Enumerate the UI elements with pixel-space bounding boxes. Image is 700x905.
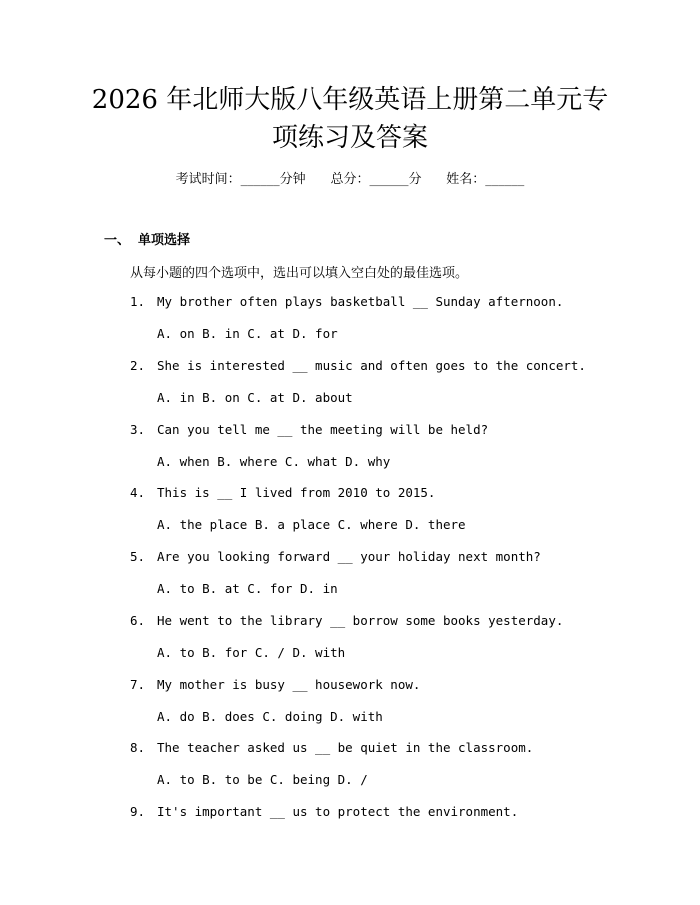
question-text: The teacher asked us __ be quiet in the classroom. xyxy=(157,740,534,755)
question-number: 8. xyxy=(130,740,146,755)
section-heading xyxy=(104,229,190,248)
question-options: A. when B. where C. what D. why xyxy=(157,454,391,469)
section-number: 一、 xyxy=(104,233,131,248)
question-number: 5. xyxy=(130,549,146,564)
section-title: 单项选择 xyxy=(138,233,191,248)
question-options: A. to B. for C. / D. with xyxy=(157,645,346,660)
question-options: A. to B. at C. for D. in xyxy=(157,581,338,596)
question-number: 9. xyxy=(130,804,146,819)
exam-meta xyxy=(0,168,700,187)
exam-score: 总分：______分 xyxy=(330,172,422,187)
exam-time: 考试时间：______分钟 xyxy=(175,172,306,187)
question-number: 3. xyxy=(130,422,146,437)
document-title-line-2: 项练习及答案 xyxy=(271,123,428,153)
question-text: Can you tell me __ the meeting will be held? xyxy=(157,422,489,437)
question-text: Are you looking forward __ your holiday next month? xyxy=(157,549,541,564)
question-text: It's important __ us to protect the environment. xyxy=(157,804,519,819)
question-options: A. on B. in C. at D. for xyxy=(157,326,338,341)
question-number: 6. xyxy=(130,613,146,628)
question-text: This is __ I lived from 2010 to 2015. xyxy=(157,485,436,500)
question-text: My brother often plays basketball __ Sunday afternoon. xyxy=(157,294,564,309)
section-instruction: 从每小题的四个选项中，选出可以填入空白处的最佳选项。 xyxy=(130,266,469,281)
question-number: 4. xyxy=(130,485,146,500)
question-number: 7. xyxy=(130,677,146,692)
exam-name: 姓名：______ xyxy=(446,172,525,187)
question-text: She is interested __ music and often goes to the concert. xyxy=(157,358,586,373)
question-options: A. to B. to be C. being D. / xyxy=(157,772,368,787)
question-text: He went to the library __ borrow some books yesterday. xyxy=(157,613,564,628)
question-options: A. do B. does C. doing D. with xyxy=(157,709,383,724)
question-options: A. the place B. a place C. where D. there xyxy=(157,517,466,532)
question-text: My mother is busy __ housework now. xyxy=(157,677,421,692)
document-title-line-1: 2026 年北师大版八年级英语上册第二单元专 xyxy=(91,85,609,115)
question-number: 1. xyxy=(130,294,146,309)
question-options: A. in B. on C. at D. about xyxy=(157,390,353,405)
question-number: 2. xyxy=(130,358,146,373)
